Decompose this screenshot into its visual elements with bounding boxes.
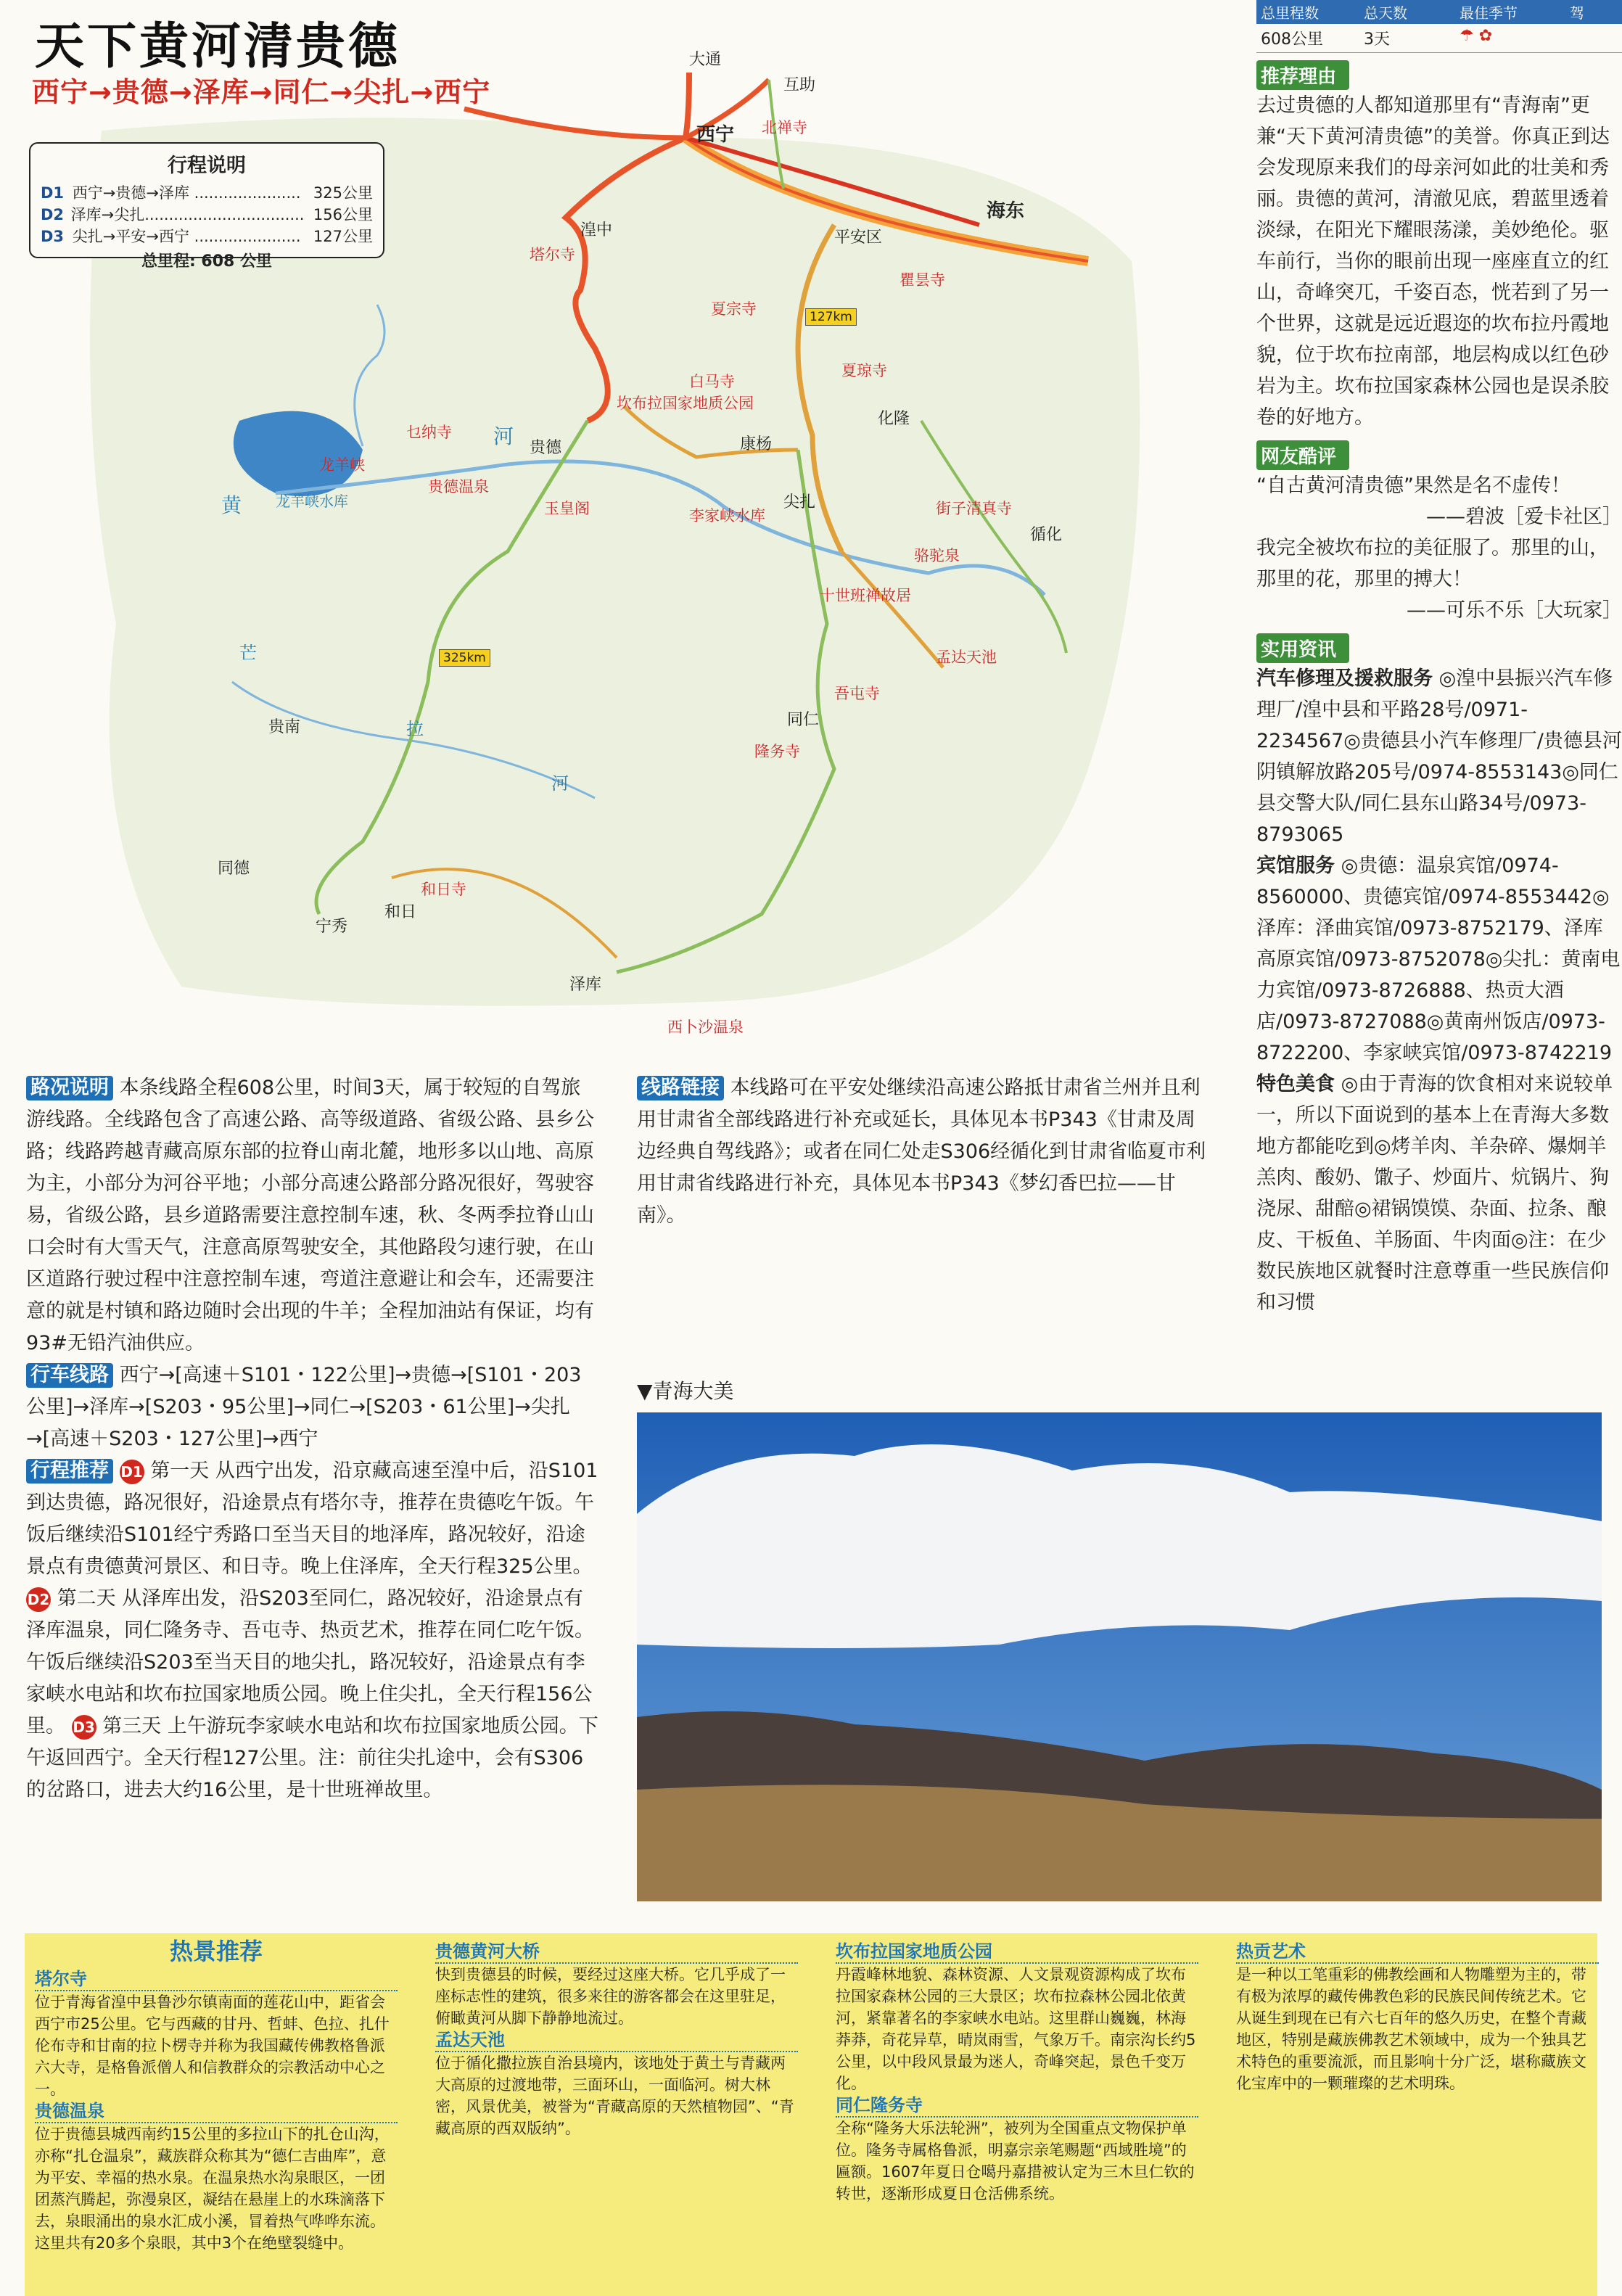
scenic-label: 十世班禅故居 (820, 587, 911, 604)
link-text: 本线路可在平安处继续沿高速公路抵甘肃省兰州并且利用甘肃省全部线路进行补充或延长，具体见本书P343《甘肃及周边经典自驾线路》；或者在同仁处走S306经循化到甘肃省临夏市利用甘肃省线路进行补充，具体见本书P343《梦幻香巴拉——甘南》。 (637, 1077, 1206, 1227)
city-label: 泽库 (569, 976, 602, 994)
hot-spots-panel (25, 1933, 1597, 2296)
info-heading: 实用资讯 (1256, 633, 1349, 663)
day-badge: D1 (120, 1460, 144, 1484)
hotel-text: ◎贵德：温泉宾馆/0974-8560000、贵德宾馆/0974-8553442◎泽库：泽曲宾馆/0973-8752179、泽库高原宾馆/0973-8752078◎尖扎：黄南电力宾馆/0973-8726888、热贡大酒店/0973-8727088◎黄南州饭店/0973-8722200、李家峡宾馆/0973-8742219 (1256, 855, 1621, 1064)
spot-name: 热贡艺术 (1236, 1941, 1599, 1964)
spot-text: 位于贵德县城西南约15公里的多拉山下的扎仓山沟，亦称“扎仓温泉”，藏族群众称其为“德仁吉曲库”，意为平安、幸福的热水泉。在温泉热水沟泉眼区，一团团蒸汽腾起，弥漫泉区，凝结在悬崖上的水珠滴落下去，泉眼涌出的泉水汇成小溪，冒着热气哗哗东流。这里共有20多个泉眼，其中3个在绝壁裂缝中。 (35, 2126, 390, 2252)
scenic-label: 隆务寺 (754, 743, 800, 760)
scenic-label: 贵德温泉 (428, 478, 489, 495)
section-tag: 线路链接 (637, 1076, 724, 1100)
review-author: ——可乐不乐［大玩家］ (1407, 599, 1622, 622)
scenic-label: 骆驼泉 (914, 547, 960, 564)
river-label: 拉 (406, 719, 424, 739)
food-text: ◎由于青海的饮食相对来说较单一，所以下面说到的基本上在青海大多数地方都能吃到◎烤羊肉、羊杂碎、爆炯羊羔肉、酸奶、馓子、炒面片、炕锅片、狗浇尿、甜醅◎裙锅馍馍、杂面、拉条、酿皮、干板鱼、羊肠面、牛肉面◎注：在少数民族地区就餐时注意尊重一些民族信仰和习惯 (1256, 1073, 1613, 1314)
scenic-label: 夏宗寺 (711, 300, 757, 318)
river-label: 芒 (239, 643, 257, 663)
spot-text: 是一种以工笔重彩的佛教绘画和人物雕塑为主的，带有极为浓厚的藏传佛教色彩的民族民间传统艺术。它从诞生到现在已有六七百年的悠久历史，在整个青藏地区，特别是藏族佛教艺术领域中，成为一个独具艺术特色的重要流派，而且影响十分广泛，堪称藏族文化宝库中的一颗璀璨的艺术明珠。 (1236, 1966, 1586, 2092)
spot-text: 快到贵德县的时候，要经过这座大桥。它几乎成了一座标志性的建筑，很多来往的游客都会在这里驻足，俯瞰黄河从脚下静静地流过。 (435, 1966, 786, 2027)
scenic-label: 白马寺 (689, 373, 735, 390)
spot-name: 塔尔寺 (35, 1968, 398, 1991)
scenic-label: 塔尔寺 (530, 246, 575, 263)
spot-name: 同仁隆务寺 (836, 2094, 1198, 2118)
reason-heading: 推荐理由 (1256, 60, 1349, 90)
hotel-label: 宾馆服务 (1256, 855, 1335, 877)
reservoir-label: 龙羊峡水库 (276, 493, 348, 510)
scenic-label: 坎布拉国家地质公园 (617, 395, 754, 412)
day1-text: 第一天 从西宁出发，沿京藏高速至湟中后，沿S101到达贵德，路况很好，沿途景点有塔尔寺，推荐在贵德吃午饭。午饭后继续沿S101经宁秀路口至当天目的地泽库，路况较好，沿途景点有贵德黄河景区、和日寺。晚上住泽库，全天行程325公里。 (26, 1460, 598, 1578)
review-text: “自古黄河清贵德”果然是名不虚传！ (1256, 474, 1570, 497)
landscape-photo (637, 1412, 1602, 1901)
scenic-label: 夏琼寺 (841, 362, 887, 379)
river-label: 黄 (221, 493, 242, 517)
city-label: 同德 (218, 860, 250, 878)
city-label: 循化 (1030, 526, 1063, 544)
spot-text: 全称“隆务大乐法轮洲”，被列为全国重点文物保护单位。隆务寺属格鲁派，明嘉宗亲笔赐题“西域胜境”的匾额。1607年夏日仓噶丹嘉措被认定为三木旦仁钦的转世，逐渐形成夏日仓活佛系统。 (836, 2120, 1195, 2202)
middle-column (637, 1072, 1210, 1232)
section-tag: 路况说明 (26, 1076, 113, 1100)
repair-text: ◎湟中县振兴汽车修理厂/湟中县和平路28号/0971-2234567◎贵德县小汽车修理厂/贵德县河阴镇解放路205号/0974-8553143◎同仁县交警大队/同仁县东山路34号/0973-8793065 (1256, 667, 1622, 846)
scenic-label: 街子清真寺 (936, 500, 1012, 517)
review-heading: 网友酷评 (1256, 440, 1349, 470)
city-label: 海东 (987, 200, 1025, 222)
city-label: 贵南 (268, 718, 301, 736)
distance-tag: 325km (439, 649, 490, 667)
distance-tag: 127km (805, 308, 857, 326)
scenic-label: 乜纳寺 (406, 424, 452, 441)
review-author: ——碧波［爱卡社区］ (1426, 506, 1622, 528)
page-title: 天下黄河清贵德 (35, 17, 401, 75)
city-label: 康杨 (740, 435, 773, 453)
scenic-label: 北禅寺 (762, 119, 807, 136)
city-label: 贵德 (530, 439, 562, 457)
spot-name: 贵德黄河大桥 (435, 1941, 798, 1964)
photo-caption: ▼青海大美 (637, 1379, 734, 1403)
day3-text: 第三天 上午游玩李家峡水电站和坎布拉国家地质公园。下午返回西宁。全天行程127公里。注：前往尖扎途中，会有S306的岔路口，进去大约16公里，是十世班禅故里。 (26, 1715, 598, 1801)
spot-text: 位于循化撒拉族自治县境内，该地处于黄土与青藏两大高原的过渡地带，三面环山，一面临河。树大林密，风景优美，被誉为“青藏高原的天然植物园”、“青藏高原的西双版纳”。 (435, 2054, 794, 2137)
scenic-label: 龙羊峡 (319, 456, 365, 474)
right-column (1256, 0, 1622, 1318)
legend-row: D3 尖扎→平安→西宁 ...................... 127公里 (41, 228, 373, 245)
section-tag: 行车线路 (26, 1363, 113, 1388)
spot-name: 孟达天池 (435, 2029, 798, 2052)
legend-row: D1 西宁→贵德→泽库 ...................... 325公里 (41, 184, 373, 202)
itinerary-legend (29, 142, 384, 271)
left-column (26, 1072, 599, 1806)
city-label: 湟中 (580, 221, 613, 239)
section-tag: 行程推荐 (26, 1459, 113, 1484)
city-label: 同仁 (787, 711, 820, 729)
day2-text: 第二天 从泽库出发，沿S203至同仁，路况较好，沿途景点有泽库温泉，同仁隆务寺、吾屯寺、热贡艺术，推荐在同仁吃午饭。午饭后继续沿S203至当天目的地尖扎，路况较好，沿途景点有李家峡水电站和坎布拉国家地质公园。晚上住尖扎，全天行程156公里。 (26, 1587, 594, 1737)
scenic-label: 吾屯寺 (834, 685, 880, 702)
scenic-label: 和日寺 (421, 881, 466, 898)
route-map (0, 44, 1204, 1059)
city-label: 西宁 (696, 124, 735, 146)
legend-row: D2 泽库→尖扎................................. 156公里 (41, 206, 373, 223)
scenic-label: 孟达天池 (936, 649, 997, 666)
scenic-label: 李家峡水库 (689, 507, 765, 524)
summary-values: 608公里 3天 ☂ ✿ (1256, 24, 1622, 53)
day-badge: D3 (72, 1715, 96, 1740)
legend-heading: 行程说明 (168, 155, 246, 177)
review-text: 我完全被坎布拉的美征服了。那里的山，那里的花，那里的搏大！ (1256, 537, 1609, 591)
hot-heading: 热景推荐 (169, 1938, 263, 1965)
city-label: 和日 (384, 903, 417, 921)
road-text: 本条线路全程608公里，时间3天，属于较短的自驾旅游线路。全线路包含了高速公路、高等级道路、省级公路、县乡公路；线路跨越青藏高原东部的拉脊山南北麓，地形多以山地、高原为主，小部分为河谷平地；小部分高速公路部分路况很好，驾驶容易，省级公路，县乡道路需要注意控制车速，秋、冬两季拉脊山山口会时有大雪天气，注意高原驾驶安全，其他路段匀速行驶，在山区道路行驶过程中注意控制车速，弯道注意避让和会车，还需要注意的就是村镇和路边随时会出现的牛羊；全程加油站有保证，均有93#无铅汽油供应。 (26, 1077, 594, 1354)
spot-text: 位于青海省湟中县鲁沙尔镇南面的莲花山中，距省会西宁市25公里。它与西藏的甘丹、哲蚌、色拉、扎什伦布寺和甘南的拉卜楞寺并称为我国藏传佛教格鲁派六大寺，是格鲁派僧人和信教群众的宗教活动中心之一。 (35, 1993, 390, 2098)
reason-text: 去过贵德的人都知道那里有“青海南”更兼“天下黄河清贵德”的美誉。你真正到达会发现原来我们的母亲河如此的壮美和秀丽。贵德的黄河，清澈见底，碧蓝里透着淡绿，在阳光下耀眼荡漾，美妙绝伦。驱车前行，当你的眼前出现一座座直立的红山，奇峰突兀，千姿百态，恍若到了另一个世界，这就是远近遐迩的坎布拉丹霞地貌，位于坎布拉南部，地层构成以红色砂岩为主。坎布拉国家森林公园也是误杀胶卷的好地方。 (1256, 94, 1610, 429)
city-label: 尖扎 (783, 493, 816, 511)
river-label: 河 (493, 424, 514, 448)
drive-text: 西宁→[高速＋S101・122公里]→贵德→[S101・203公里]→泽库→[S203・95公里]→同仁→[S203・61公里]→尖扎→[高速＋S203・127公里]→西宁 (26, 1364, 582, 1450)
city-label: 化隆 (878, 410, 910, 428)
day-badge: D2 (26, 1587, 51, 1612)
spot-name: 坎布拉国家地质公园 (836, 1941, 1198, 1964)
river-label: 河 (551, 773, 569, 794)
legend-total: 总里程: 608 公里 (141, 252, 273, 271)
scenic-label: 瞿昙寺 (899, 271, 945, 289)
scenic-label: 西卜沙温泉 (667, 1019, 744, 1036)
spot-name: 贵德温泉 (35, 2100, 398, 2123)
repair-label: 汽车修理及援救服务 (1256, 667, 1433, 690)
city-label: 宁秀 (316, 918, 348, 936)
city-label: 互助 (783, 76, 816, 94)
city-label: 大通 (689, 51, 722, 69)
city-label: 平安区 (834, 229, 883, 247)
scenic-label: 玉皇阁 (544, 500, 590, 517)
route-subtitle: 西宁→贵德→泽库→同仁→尖扎→西宁 (32, 76, 491, 108)
food-label: 特色美食 (1256, 1073, 1335, 1095)
spot-text: 丹霞峰林地貌、森林资源、人文景观资源构成了坎布拉国家森林公园的三大景区；坎布拉森林公园北依黄河，紧靠著名的李家峡水电站。这里群山巍巍，林海莽莽，奇花异草，晴岚雨雪，气象万千。南宗沟长约5公里，以中段风景最为迷人，奇峰突起，景色千变万化。 (836, 1966, 1196, 2092)
summary-table: 总里程数 总天数 最佳季节 驾 (1256, 0, 1622, 24)
